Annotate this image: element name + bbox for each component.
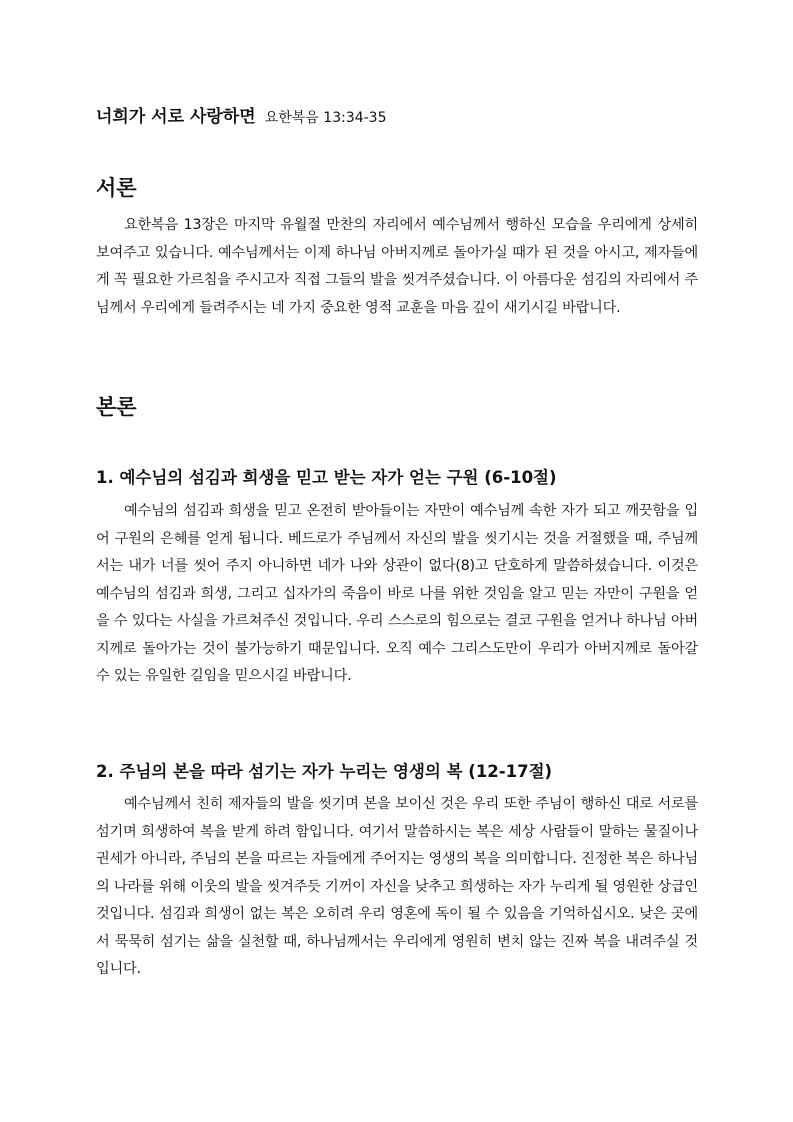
section-1-heading: 1. 예수님의 섬김과 희생을 믿고 받는 자가 얻는 구원 (6-10절) [96,468,557,487]
main-heading: 본론 [96,395,137,419]
document-title [96,102,387,127]
intro-paragraph: 요한복음 13장은 마지막 유월절 만찬의 자리에서 예수님께서 행하신 모습을 우리에게 상세히 보여주고 있습니다. 예수님께서는 이제 하나님 아버지께로 돌아가실 때가 된 것을 아시고, 제자들에게 꼭 필요한 가르침을 주시고자 직접 그들의 발을 씻겨주셨습니다. 이 아름다운 섬김의 자리에서 주님께서 우리에게 들려주시는 네 가지 중요한 영적 교훈을 마음 깊이 새기시길 바랍니다. [96,217,698,316]
section-2-paragraph: 예수님께서 친히 제자들의 발을 씻기며 본을 보이신 것은 우리 또한 주님이 행하신 대로 서로를 섬기며 희생하여 복을 받게 하려 함입니다. 여기서 말씀하시는 복은 세상 사람들이 말하는 물질이나 권세가 아니라, 주님의 본을 따르는 자들에게 주어지는 영생의 복을 의미합니다. 진정한 복은 하나님의 나라를 위해 이웃의 발을 씻겨주듯 기꺼이 자신을 낮추고 희생하는 자가 누리게 될 영원한 상급인 것입니다. 섬김과 희생이 없는 복은 오히려 우리 영혼에 독이 될 수 있음을 기억하십시오. 낮은 곳에서 묵묵히 섬기는 삶을 실천할 때, 하나님께서는 우리에게 영원히 변치 않는 진짜 복을 내려주실 것입니다. [96,796,698,977]
section-1-paragraph: 예수님의 섬김과 희생을 믿고 온전히 받아들이는 자만이 예수님께 속한 자가 되고 깨끗함을 입어 구원의 은혜를 얻게 됩니다. 베드로가 주님께서 자신의 발을 씻기시는 것을 거절했을 때, 주님께서는 내가 너를 씻어 주지 아니하면 네가 나와 상관이 없다(8)고 단호하게 말씀하셨습니다. 이것은 예수님의 섬김과 희생, 그리고 십자가의 죽음이 바로 나를 위한 것임을 알고 믿는 자만이 구원을 얻을 수 있다는 사실을 가르쳐주신 것입니다. 우리 스스로의 힘으로는 결코 구원을 얻거나 하나님 아버지께로 돌아가는 것이 불가능하기 때문입니다. 오직 예수 그리스도만이 우리가 아버지께로 돌아갈 수 있는 유일한 길임을 믿으시길 바랍니다. [96,503,698,684]
sermon-title: 너희가 서로 사랑하면 [96,107,256,127]
section-2-heading: 2. 주님의 본을 따라 섬기는 자가 누리는 영생의 복 (12-17절) [96,762,553,781]
intro-heading: 서론 [96,176,137,200]
scripture-reference: 요한복음 13:34-35 [264,110,387,126]
